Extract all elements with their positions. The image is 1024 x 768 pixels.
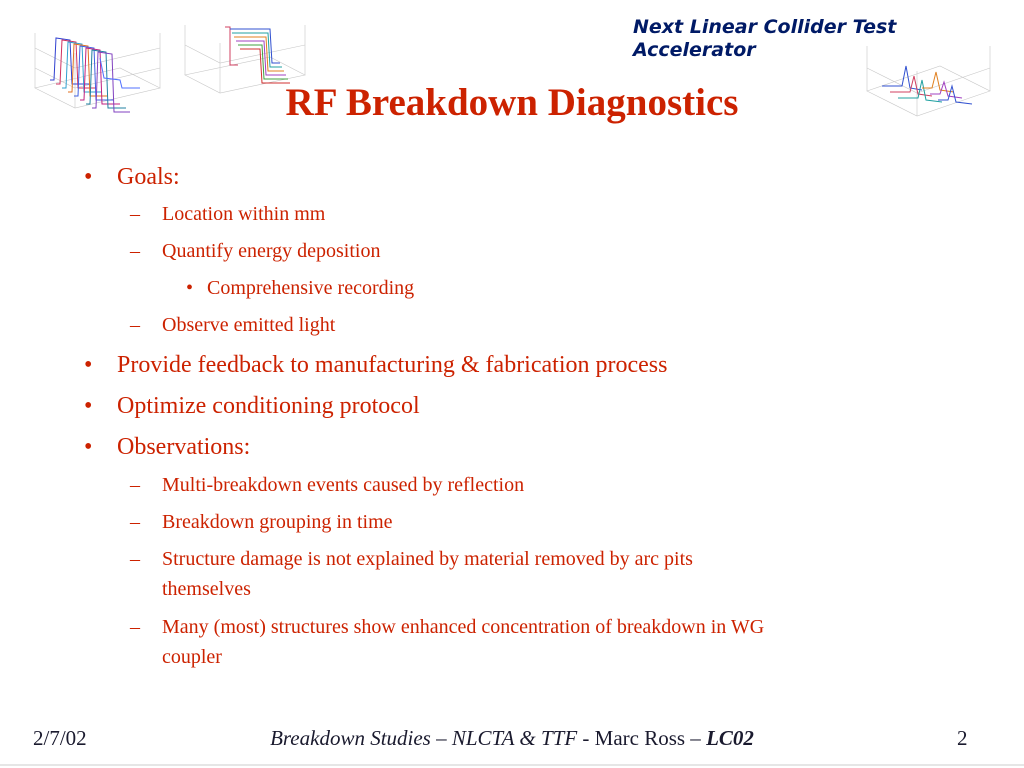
sub-obs-many: Many (most) structures show enhanced concentration of breakdown in WG [162, 616, 765, 638]
footer-divider [0, 764, 1024, 766]
bullet-level2: – [130, 616, 140, 638]
bullet-level1: • [84, 164, 93, 190]
bullet-level2: – [130, 203, 140, 225]
sub-obs-multi: Multi-breakdown events caused by reflection [162, 474, 525, 496]
bullet-level2: – [130, 314, 140, 336]
org-title: Next Linear Collider Test Accelerator [633, 16, 897, 61]
bullet-level3: • [186, 277, 194, 299]
footer-conference: LC02 [706, 726, 754, 750]
bullet-level1: • [84, 434, 93, 460]
bullet-level2: – [130, 511, 140, 533]
footer-date: 2/7/02 [33, 726, 87, 750]
footer-author: - Marc Ross – [577, 726, 707, 750]
sub-goal-quantify: Quantify energy deposition [162, 240, 381, 262]
sub-goal-light: Observe emitted light [162, 314, 336, 336]
page-number: 2 [957, 726, 968, 750]
bullet-level1: • [84, 352, 93, 378]
bullet-level2: – [130, 474, 140, 496]
sub-obs-grouping: Breakdown grouping in time [162, 511, 393, 533]
sub-obs-many-cont: coupler [162, 646, 222, 668]
sub-obs-damage-cont: themselves [162, 578, 251, 600]
sub-goal-location: Location within mm [162, 203, 326, 225]
slide-title: RF Breakdown Diagnostics [285, 81, 739, 124]
sub-sub-goal-recording: Comprehensive recording [207, 277, 415, 299]
bullet-level2: – [130, 240, 140, 262]
bullet-feedback: Provide feedback to manufacturing & fabrication process [117, 352, 668, 378]
footer-talk-title: Breakdown Studies – NLCTA & TTF [270, 726, 578, 750]
bullet-level1: • [84, 393, 93, 419]
bullet-goals: Goals: [117, 164, 180, 190]
footer-caption [0, 726, 1024, 751]
bullet-level2: – [130, 548, 140, 570]
bullet-observations: Observations: [117, 434, 251, 460]
bullet-optimize: Optimize conditioning protocol [117, 393, 420, 419]
sub-obs-damage: Structure damage is not explained by material removed by arc pits [162, 548, 693, 570]
